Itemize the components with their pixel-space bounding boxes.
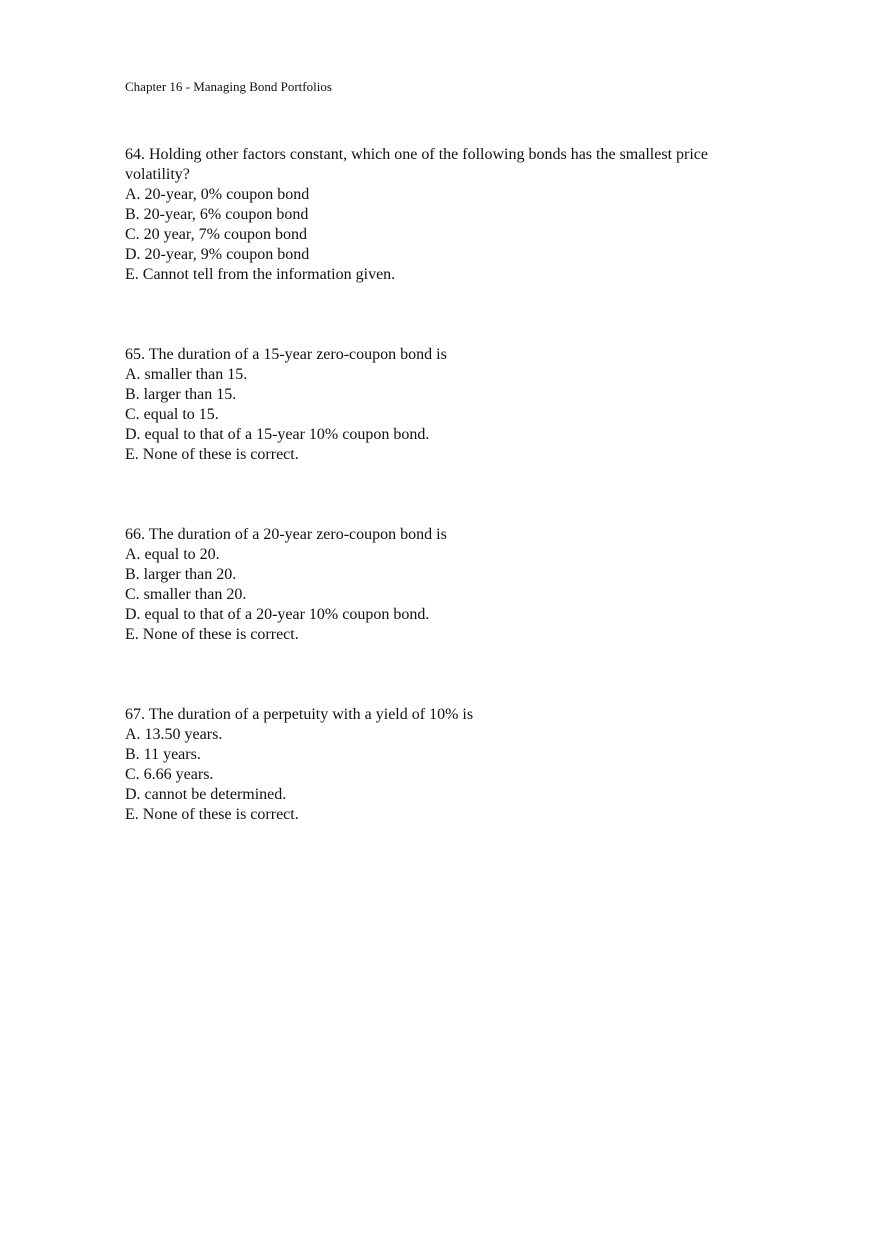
answer-option-e: E. Cannot tell from the information given.: [125, 266, 396, 283]
answer-option-d: D. equal to that of a 15-year 10% coupon bond.: [125, 426, 430, 443]
answer-option-a: A. 13.50 years.: [125, 726, 223, 743]
question-stem: 66. The duration of a 20-year zero-coupon bond is: [125, 526, 447, 543]
answer-option-d: D. equal to that of a 20-year 10% coupon bond.: [125, 606, 430, 623]
answer-option-d: D. 20-year, 9% coupon bond: [125, 246, 310, 263]
question-stem: 64. Holding other factors constant, which one of the following bonds has the smallest price volatility?: [125, 146, 708, 183]
answer-option-b: B. 11 years.: [125, 746, 201, 763]
answer-option-e: E. None of these is correct.: [125, 806, 299, 823]
answer-option-c: C. 20 year, 7% coupon bond: [125, 226, 307, 243]
answer-option-b: B. 20-year, 6% coupon bond: [125, 206, 309, 223]
question-66: [125, 525, 765, 645]
question-65: [125, 345, 765, 465]
question-64: [125, 145, 765, 285]
answer-option-a: A. smaller than 15.: [125, 366, 248, 383]
answer-option-e: E. None of these is correct.: [125, 626, 299, 643]
chapter-header: Chapter 16 - Managing Bond Portfolios: [125, 79, 332, 94]
answer-option-a: A. 20-year, 0% coupon bond: [125, 186, 310, 203]
answer-option-b: B. larger than 20.: [125, 566, 237, 583]
question-67: [125, 705, 765, 825]
answer-option-c: C. equal to 15.: [125, 406, 219, 423]
answer-option-c: C. smaller than 20.: [125, 586, 247, 603]
answer-option-a: A. equal to 20.: [125, 546, 220, 563]
answer-option-d: D. cannot be determined.: [125, 786, 287, 803]
answer-option-e: E. None of these is correct.: [125, 446, 299, 463]
question-stem: 65. The duration of a 15-year zero-coupon bond is: [125, 346, 447, 363]
question-stem: 67. The duration of a perpetuity with a yield of 10% is: [125, 706, 474, 723]
answer-option-b: B. larger than 15.: [125, 386, 237, 403]
answer-option-c: C. 6.66 years.: [125, 766, 214, 783]
